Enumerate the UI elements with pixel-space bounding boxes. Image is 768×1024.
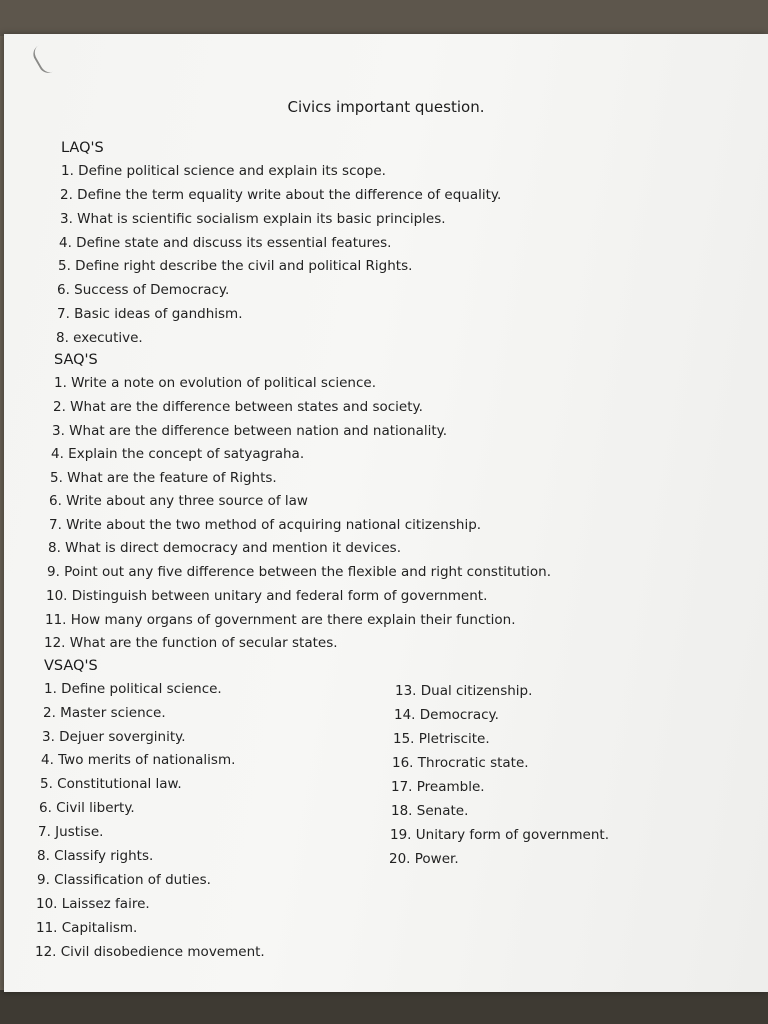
laq-item: 3. What is scientific socialism explain its basic principles.	[60, 211, 446, 227]
vsaq-item-right: 13. Dual citizenship.	[395, 683, 533, 699]
vsaq-item-right: 15. Pletriscite.	[393, 731, 490, 747]
vsaq-item-right: 14. Democracy.	[394, 707, 499, 723]
saq-item: 9. Point out any five difference between the flexible and right constitution.	[47, 564, 552, 580]
saq-item: 5. What are the feature of Rights.	[50, 470, 277, 486]
vsaq-item-left: 11. Capitalism.	[36, 920, 138, 936]
vsaq-item-left: 1. Define political science.	[44, 681, 222, 697]
laq-item: 2. Define the term equality write about the difference of equality.	[60, 187, 502, 203]
paper-sheet	[4, 34, 768, 992]
background-top	[0, 0, 768, 36]
saq-item: 6. Write about any three source of law	[49, 493, 308, 509]
laq-item: 8. executive.	[56, 330, 143, 346]
vsaq-item-right: 18. Senate.	[391, 803, 469, 819]
vsaq-item-left: 7. Justise.	[38, 824, 104, 840]
vsaq-item-left: 2. Master science.	[43, 705, 166, 721]
staple-mark	[30, 42, 61, 77]
vsaq-item-right: 19. Unitary form of government.	[390, 827, 610, 843]
vsaq-item-left: 4. Two merits of nationalism.	[41, 752, 236, 768]
laq-item: 7. Basic ideas of gandhism.	[57, 306, 243, 322]
laq-item: 6. Success of Democracy.	[57, 282, 230, 298]
saq-item: 10. Distinguish between unitary and federal form of government.	[46, 588, 488, 604]
vsaq-item-left: 10. Laissez faire.	[36, 896, 150, 912]
vsaq-heading: VSAQ'S	[44, 658, 98, 674]
saq-item: 7. Write about the two method of acquiring national citizenship.	[49, 517, 482, 533]
saq-item: 4. Explain the concept of satyagraha.	[51, 446, 305, 462]
laq-item: 5. Define right describe the civil and political Rights.	[58, 258, 413, 274]
vsaq-item-left: 5. Constitutional law.	[40, 776, 182, 792]
vsaq-item-left: 3. Dejuer soverginity.	[42, 729, 186, 745]
vsaq-item-left: 12. Civil disobedience movement.	[35, 944, 265, 960]
vsaq-item-left: 6. Civil liberty.	[39, 800, 135, 816]
saq-item: 12. What are the function of secular states.	[44, 635, 338, 651]
saq-item: 8. What is direct democracy and mention it devices.	[48, 540, 401, 556]
saq-item: 3. What are the difference between nation and nationality.	[52, 423, 448, 439]
vsaq-item-right: 16. Throcratic state.	[392, 755, 529, 771]
background-bottom	[0, 990, 768, 1024]
vsaq-item-left: 8. Classify rights.	[37, 848, 154, 864]
laq-item: 4. Define state and discuss its essential features.	[59, 235, 392, 251]
document-title: Civics important question.	[287, 98, 485, 116]
saq-item: 2. What are the difference between states and society.	[53, 399, 423, 415]
vsaq-item-right: 17. Preamble.	[391, 779, 485, 795]
saq-heading: SAQ'S	[54, 352, 98, 368]
saq-item: 11. How many organs of government are there explain their function.	[45, 612, 516, 628]
laq-item: 1. Define political science and explain its scope.	[61, 163, 386, 179]
laq-heading: LAQ'S	[61, 140, 104, 156]
vsaq-item-right: 20. Power.	[389, 851, 459, 867]
saq-item: 1. Write a note on evolution of political science.	[54, 375, 376, 391]
vsaq-item-left: 9. Classification of duties.	[37, 872, 211, 888]
